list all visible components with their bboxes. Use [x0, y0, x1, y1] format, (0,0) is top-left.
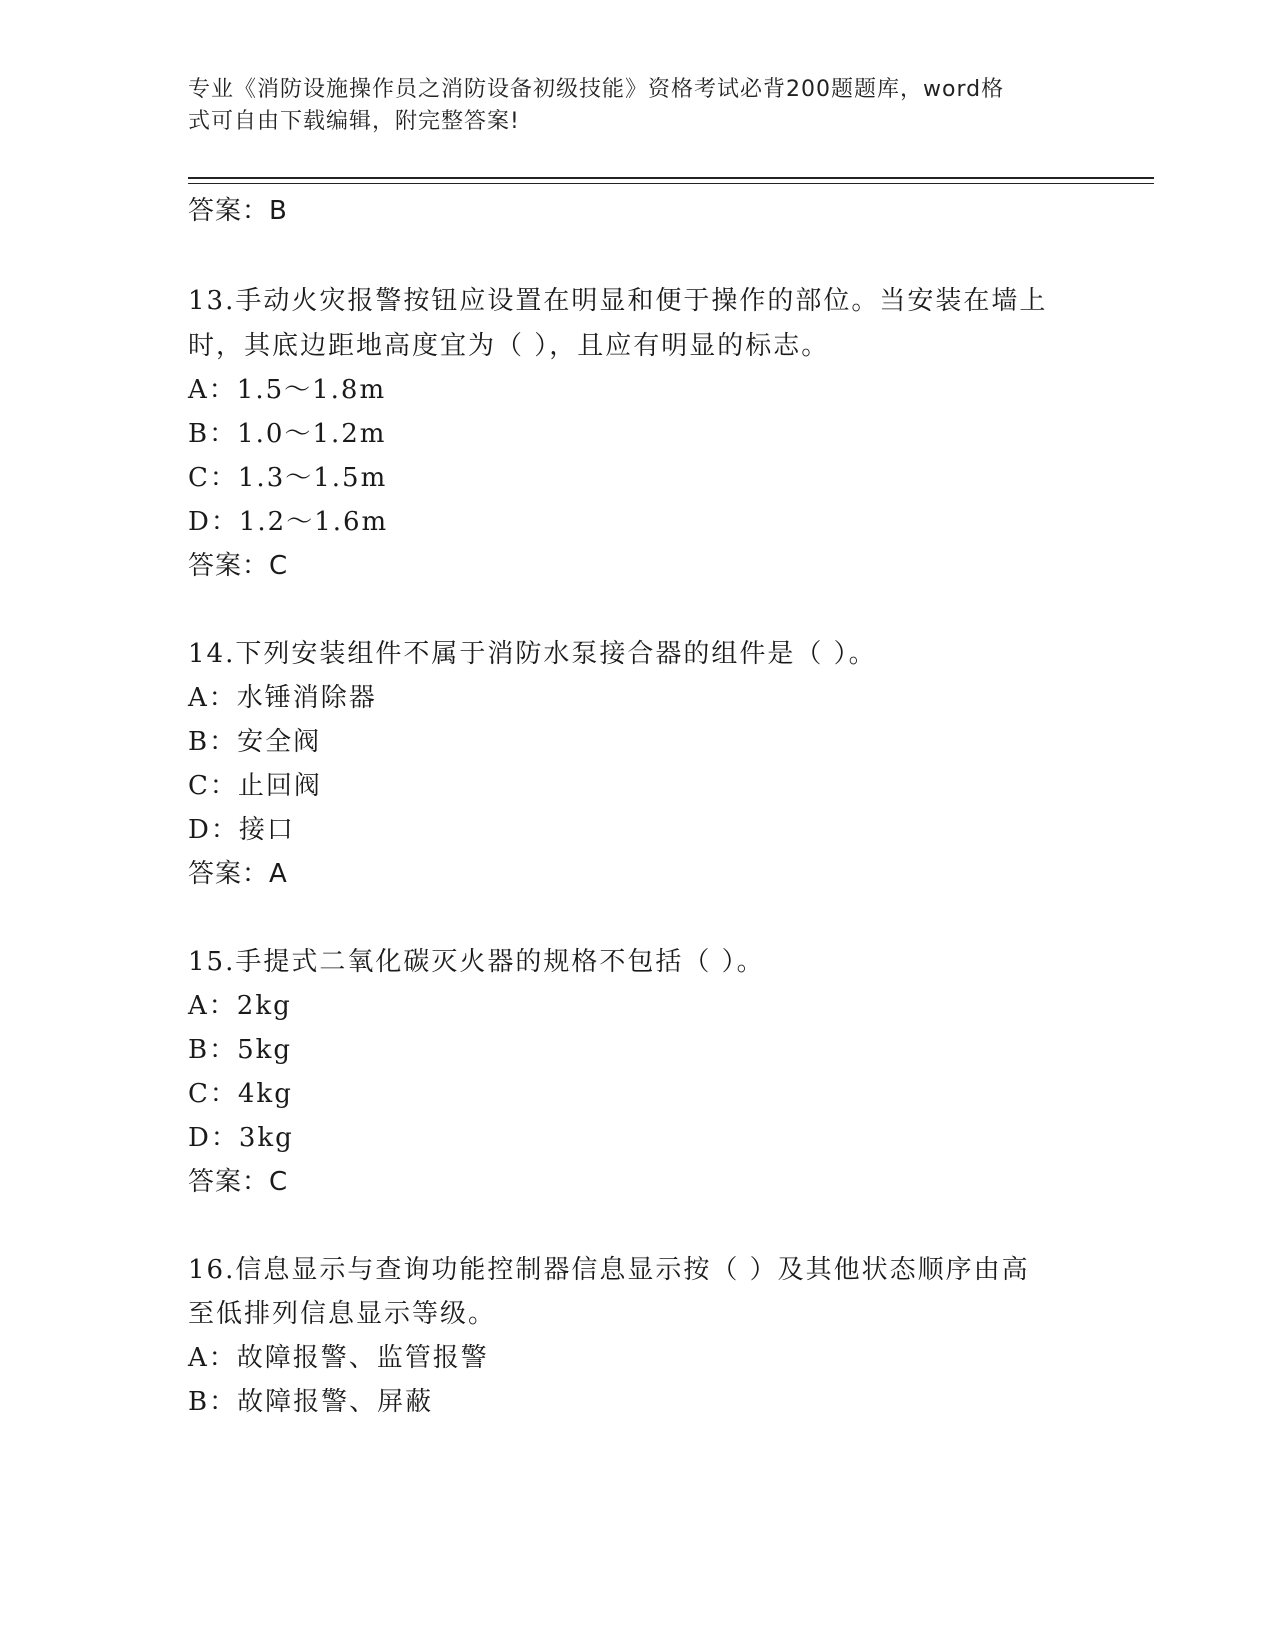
question-16-option-b: B：故障报警、屏蔽	[188, 1387, 434, 1417]
question-15-option-c: C：4kg	[188, 1079, 293, 1109]
question-13-stem-line-1: 13.手动火灾报警按钮应设置在明显和便于操作的部位。当安装在墙上	[188, 286, 1048, 316]
question-13-answer: 答案：C	[188, 551, 289, 581]
header-line-2: 式可自由下载编辑，附完整答案!	[188, 109, 520, 134]
header-line-1: 专业《消防设施操作员之消防设备初级技能》资格考试必背200题题库，word格	[188, 77, 1005, 102]
question-15-option-b: B：5kg	[188, 1035, 293, 1065]
question-15-option-d: D：3kg	[188, 1123, 294, 1153]
question-14-option-c: C：止回阀	[188, 771, 322, 801]
header-divider	[188, 177, 1154, 179]
question-15-answer: 答案：C	[188, 1167, 289, 1197]
question-14-answer: 答案：A	[188, 859, 288, 889]
document-header	[188, 74, 1068, 138]
question-16-stem-line-2: 至低排列信息显示等级。	[188, 1299, 497, 1329]
question-13-option-d: D：1.2～1.6m	[188, 507, 389, 537]
question-14-stem-line-1: 14.下列安装组件不属于消防水泵接合器的组件是（ ）。	[188, 639, 877, 669]
header-divider-thin	[188, 183, 1154, 184]
prev-answer: 答案：B	[188, 196, 288, 226]
question-13-stem-line-2: 时，其底边距地高度宜为（ ），且应有明显的标志。	[188, 331, 830, 361]
question-13-option-a: A：1.5～1.8m	[188, 375, 387, 405]
question-14-option-a: A：水锤消除器	[188, 683, 377, 713]
question-16-stem-line-1: 16.信息显示与查询功能控制器信息显示按（ ）及其他状态顺序由高	[188, 1255, 1030, 1285]
question-14-option-b: B：安全阀	[188, 727, 322, 757]
question-13-option-b: B：1.0～1.2m	[188, 419, 387, 449]
question-15-stem-line-1: 15.手提式二氧化碳灭火器的规格不包括（ ）。	[188, 947, 765, 977]
question-14-option-d: D：接口	[188, 815, 295, 845]
question-13-option-c: C：1.3～1.5m	[188, 463, 388, 493]
question-16-option-a: A：故障报警、监管报警	[188, 1343, 489, 1373]
question-15-option-a: A：2kg	[188, 991, 292, 1021]
